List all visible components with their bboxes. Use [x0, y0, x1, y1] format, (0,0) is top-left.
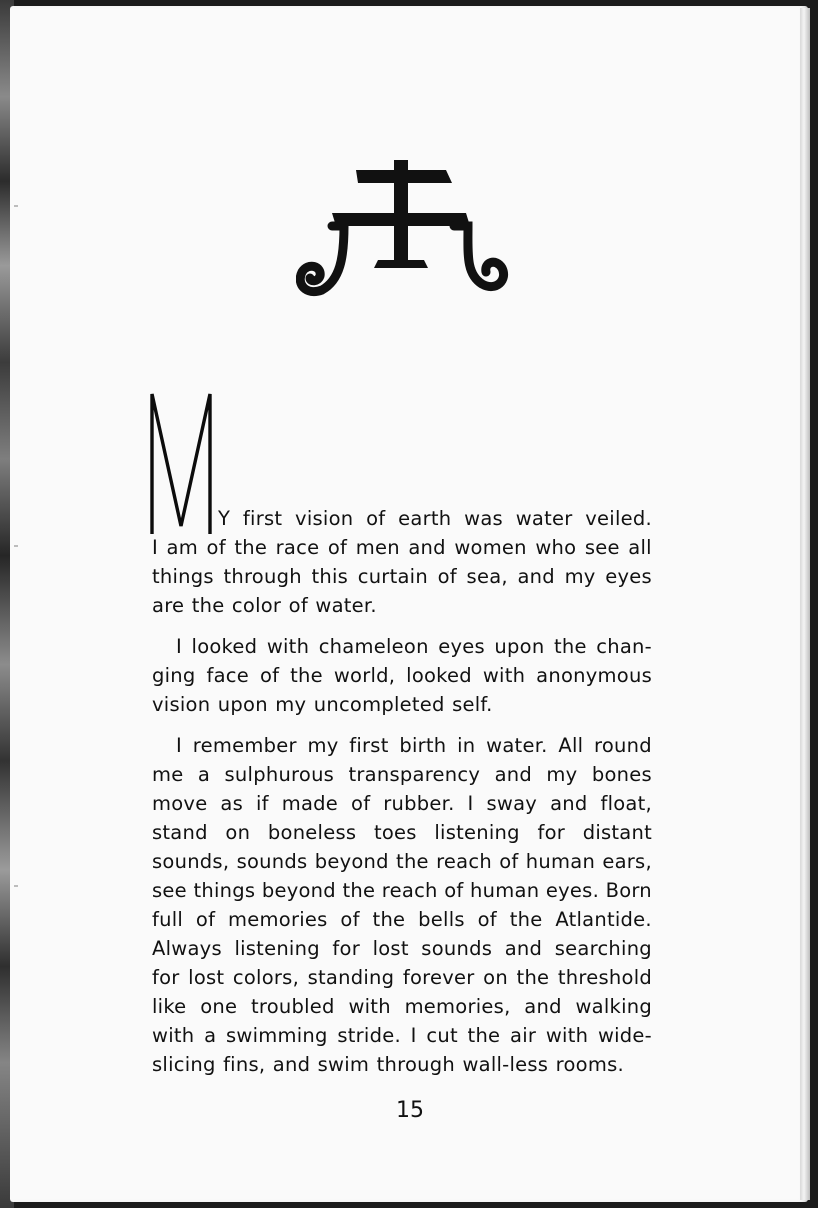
binding-stitch: [14, 545, 18, 547]
text-line: Always listening for lost sounds and searching: [152, 937, 652, 960]
body-text: [152, 504, 652, 1079]
page-edge: [800, 8, 810, 1200]
text-line: slicing fins, and swim through wall-less rooms.: [152, 1053, 624, 1076]
text-line: Y first vision of earth was water veiled.: [218, 507, 652, 530]
text-line: move as if made of rubber. I sway and float,: [152, 792, 652, 815]
text-line: full of memories of the bells of the Atlantide.: [152, 908, 652, 931]
text-line: vision upon my uncompleted self.: [152, 693, 493, 716]
page-number: 15: [396, 1098, 424, 1123]
text-line: me a sulphurous transparency and my bones: [152, 763, 652, 786]
text-line: like one troubled with memories, and walking: [152, 995, 652, 1018]
text-line: ging face of the world, looked with anonymous: [152, 664, 652, 687]
text-line: things through this curtain of sea, and my eyes: [152, 565, 652, 588]
text-line: I am of the race of men and women who see all: [152, 536, 652, 559]
text-line: sounds, sounds beyond the reach of human ears,: [152, 850, 652, 873]
text-line: I looked with chameleon eyes upon the chan-: [176, 635, 652, 658]
text-line: are the color of water.: [152, 594, 377, 617]
binding-stitch: [14, 205, 18, 207]
text-line: for lost colors, standing forever on the threshold: [152, 966, 652, 989]
decorative-glyph-ornament: [296, 150, 510, 300]
text-line: see things beyond the reach of human eyes. Born: [152, 879, 652, 902]
text-line: I remember my first birth in water. All round: [176, 734, 652, 757]
binding-stitch: [14, 885, 18, 887]
text-line: with a swimming stride. I cut the air with wide-: [152, 1024, 652, 1047]
text-line: stand on boneless toes listening for distant: [152, 821, 652, 844]
